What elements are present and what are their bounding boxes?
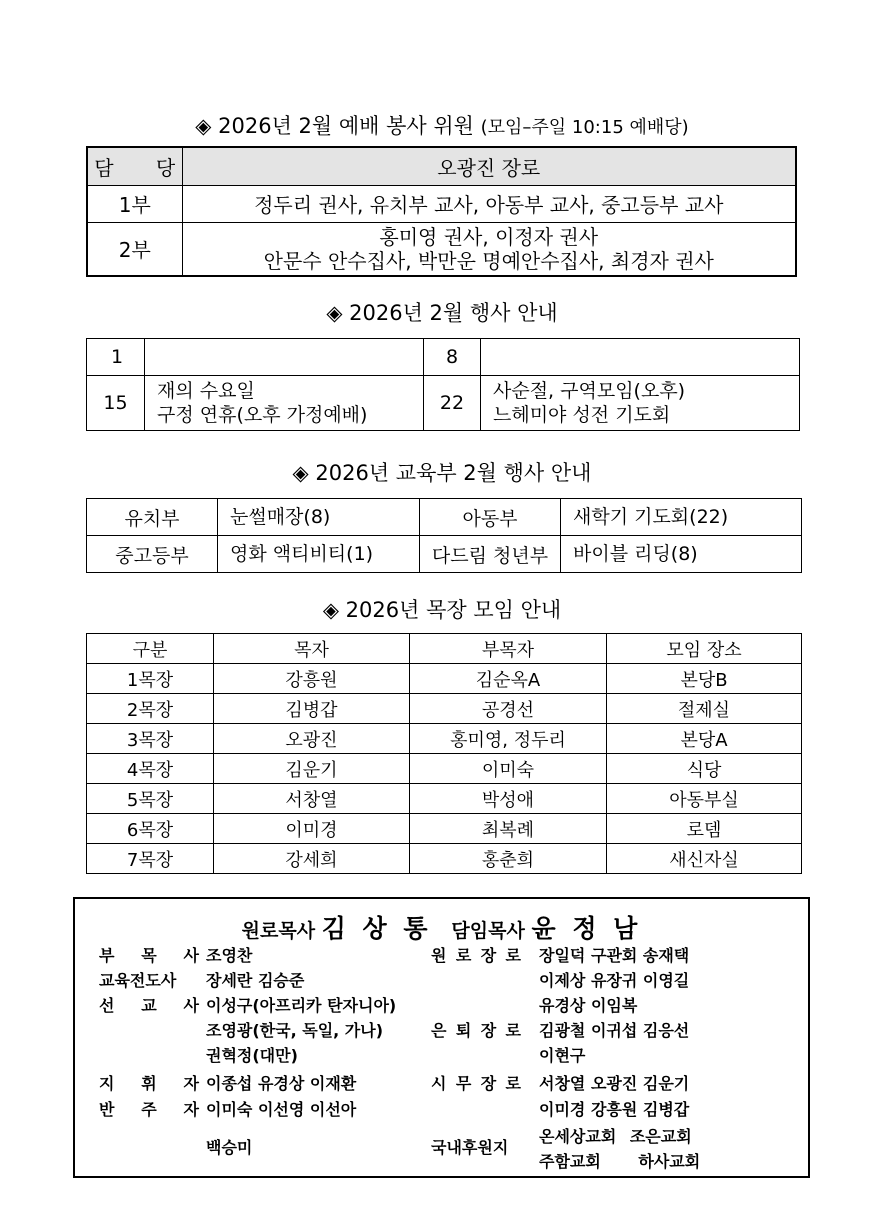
staff-names: 온세상교회 조은교회 — [539, 1127, 692, 1146]
worship-row-value — [182, 222, 796, 276]
worship-line: 안문수 안수집사, 박만운 명예안수집사, 최경자 권사 — [263, 248, 714, 273]
event-text — [145, 339, 424, 376]
worship-subtitle: (모임–주일 10:15 예배당) — [480, 117, 689, 138]
worship-row-label: 2부 — [87, 222, 182, 276]
education-dept: 중고등부 — [87, 536, 218, 573]
education-dept: 다드림 청년부 — [420, 536, 561, 573]
fellowship-table — [86, 633, 802, 874]
event-date: 1 — [87, 339, 145, 376]
education-title: ◈ 2026년 교육부 2월 행사 안내 — [292, 461, 592, 485]
worship-header-value: 오광진 장로 — [182, 147, 796, 185]
fellowship-row — [87, 724, 802, 754]
staff-names: 이종섭 유경상 이재환 — [206, 1074, 357, 1093]
staff-names: 이제상 유장귀 이영길 — [539, 971, 690, 990]
staff-label: 지 휘 자 — [99, 1074, 199, 1093]
fellowship-row — [87, 814, 802, 844]
emeritus-title: 원로목사 — [241, 920, 316, 942]
education-event: 영화 액티비티(1) — [218, 536, 420, 573]
education-row — [87, 499, 802, 536]
staff-names: 유경상 이임복 — [539, 996, 638, 1015]
worship-header-label: 담 당 — [87, 147, 182, 185]
fellowship-cell: 4목장 — [87, 754, 214, 784]
fellowship-cell: 오광진 — [214, 724, 410, 754]
fellowship-header: 부목자 — [410, 634, 607, 664]
education-event: 눈썰매장(8) — [218, 499, 420, 536]
staff-names: 장일덕 구관회 송재택 — [539, 946, 690, 965]
staff-names: 이현구 — [539, 1046, 586, 1065]
emeritus-name: 김 상 통 — [321, 914, 432, 943]
education-row — [87, 536, 802, 573]
pastor-heading — [75, 909, 808, 945]
staff-box — [73, 897, 810, 1178]
fellowship-cell: 절제실 — [607, 694, 802, 724]
event-text — [481, 376, 800, 431]
staff-names: 권혁정(대만) — [206, 1046, 298, 1065]
event-text — [145, 376, 424, 431]
staff-names: 서창열 오광진 김운기 — [539, 1074, 690, 1093]
events-row — [87, 376, 800, 431]
staff-names: 이미경 강흥원 김병갑 — [539, 1100, 690, 1119]
fellowship-cell: 강세희 — [214, 844, 410, 874]
fellowship-cell: 강흥원 — [214, 664, 410, 694]
education-event: 바이블 리딩(8) — [561, 536, 802, 573]
staff-label: 원 로 장 로 — [431, 946, 521, 965]
staff-label: 선 교 사 — [99, 996, 199, 1015]
fellowship-cell: 식당 — [607, 754, 802, 784]
staff-names: 이미숙 이선영 이선아 — [206, 1100, 357, 1119]
fellowship-cell: 홍춘희 — [410, 844, 607, 874]
worship-row — [87, 185, 796, 222]
event-line: 느헤미야 성전 기도회 — [493, 404, 671, 426]
fellowship-cell: 본당A — [607, 724, 802, 754]
fellowship-cell: 홍미영, 정두리 — [410, 724, 607, 754]
staff-label: 은 퇴 장 로 — [431, 1021, 521, 1040]
fellowship-cell: 김운기 — [214, 754, 410, 784]
fellowship-header: 구분 — [87, 634, 214, 664]
fellowship-cell: 6목장 — [87, 814, 214, 844]
fellowship-title: ◈ 2026년 목장 모임 안내 — [322, 598, 562, 622]
staff-names: 조영찬 — [206, 946, 253, 965]
event-line: 사순절, 구역모임(오후) — [493, 380, 686, 402]
event-text — [481, 339, 800, 376]
fellowship-cell: 본당B — [607, 664, 802, 694]
staff-names: 백승미 — [206, 1138, 253, 1157]
fellowship-cell: 새신자실 — [607, 844, 802, 874]
worship-line: 홍미영 권사, 이정자 권사 — [379, 224, 599, 249]
fellowship-row — [87, 694, 802, 724]
staff-names: 김광철 이귀섭 김응선 — [539, 1021, 690, 1040]
fellowship-cell: 서창열 — [214, 784, 410, 814]
senior-title: 담임목사 — [451, 920, 525, 942]
senior-name: 윤 정 남 — [531, 914, 642, 943]
fellowship-row — [87, 784, 802, 814]
staff-label: 반 주 자 — [99, 1100, 199, 1119]
staff-names: 주함교회 하사교회 — [539, 1152, 701, 1171]
fellowship-cell: 김순옥A — [410, 664, 607, 694]
event-date: 15 — [87, 376, 145, 431]
event-line: 재의 수요일 — [157, 380, 255, 402]
fellowship-cell: 아동부실 — [607, 784, 802, 814]
fellowship-cell: 3목장 — [87, 724, 214, 754]
staff-names: 조영광(한국, 독일, 가나) — [206, 1021, 384, 1040]
fellowship-cell: 김병갑 — [214, 694, 410, 724]
fellowship-row — [87, 664, 802, 694]
staff-label: 교육전도사 — [99, 971, 177, 990]
worship-row-label: 1부 — [87, 185, 182, 222]
fellowship-cell: 최복례 — [410, 814, 607, 844]
education-dept: 유치부 — [87, 499, 218, 536]
worship-header-row — [87, 147, 796, 185]
staff-label: 부 목 사 — [99, 946, 199, 965]
worship-title-text: ◈ 2026년 2월 예배 봉사 위원 — [195, 114, 474, 138]
event-date: 8 — [424, 339, 481, 376]
fellowship-cell: 이미숙 — [410, 754, 607, 784]
events-row — [87, 339, 800, 376]
fellowship-row — [87, 754, 802, 784]
staff-label: 국내후원지 — [431, 1138, 509, 1157]
fellowship-header-row — [87, 634, 802, 664]
fellowship-header: 모임 장소 — [607, 634, 802, 664]
staff-label: 시 무 장 로 — [431, 1074, 521, 1093]
fellowship-cell: 7목장 — [87, 844, 214, 874]
fellowship-cell: 공경선 — [410, 694, 607, 724]
education-table — [86, 498, 802, 573]
worship-row — [87, 222, 796, 276]
worship-table — [86, 146, 797, 277]
fellowship-cell: 이미경 — [214, 814, 410, 844]
events-title: ◈ 2026년 2월 행사 안내 — [326, 301, 558, 325]
fellowship-cell: 5목장 — [87, 784, 214, 814]
worship-title — [0, 110, 884, 140]
education-event: 새학기 기도회(22) — [561, 499, 802, 536]
fellowship-header: 목자 — [214, 634, 410, 664]
staff-names: 이성구(아프리카 탄자니아) — [206, 996, 397, 1015]
event-line: 구정 연휴(오후 가정예배) — [157, 404, 368, 426]
education-dept: 아동부 — [420, 499, 561, 536]
events-table — [86, 338, 800, 431]
fellowship-cell: 1목장 — [87, 664, 214, 694]
worship-row-value: 정두리 권사, 유치부 교사, 아동부 교사, 중고등부 교사 — [182, 185, 796, 222]
fellowship-cell: 박성애 — [410, 784, 607, 814]
fellowship-row — [87, 844, 802, 874]
staff-names: 장세란 김승준 — [206, 971, 305, 990]
fellowship-cell: 2목장 — [87, 694, 214, 724]
event-date: 22 — [424, 376, 481, 431]
fellowship-cell: 로뎀 — [607, 814, 802, 844]
